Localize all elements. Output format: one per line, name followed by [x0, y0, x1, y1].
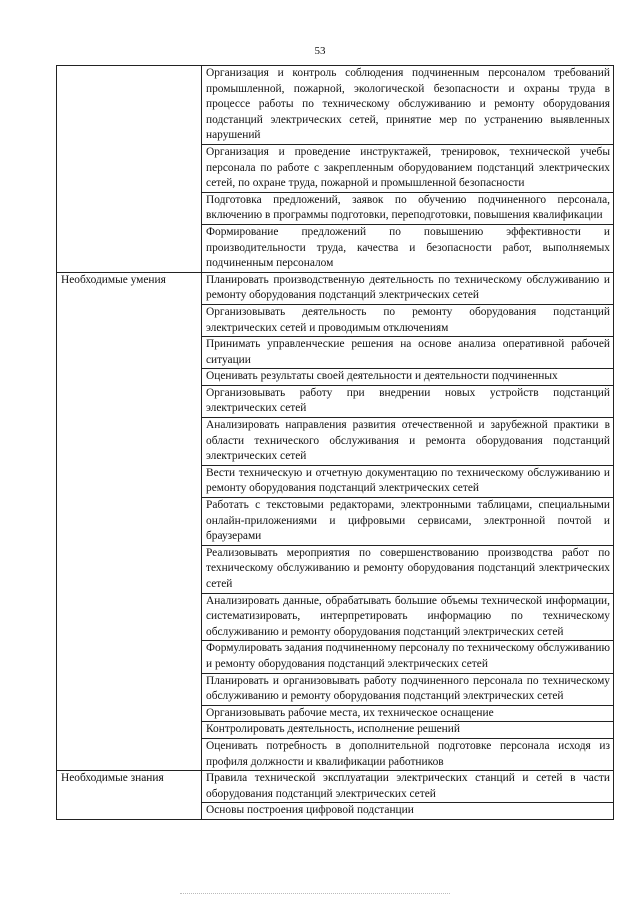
- requirement-item: Планировать и организовывать работу подчиненного персонала по техническому обслуживанию и ремонту оборудования подстанций электрических сетей: [202, 673, 614, 705]
- table-row: [57, 66, 614, 145]
- requirements-table: [56, 65, 614, 820]
- requirement-item: Принимать управленческие решения на основе анализа оперативной рабочей ситуации: [202, 337, 614, 369]
- requirement-item: Организация и контроль соблюдения подчиненным персоналом требований промышленной, пожарной, экологической безопасности и охраны труда в процессе работы по техническому обслуживанию и ремонту оборудования подстанций электрических сетей, принятие мер по устранению выявленных нарушений: [202, 66, 614, 145]
- page-number: 53: [314, 45, 326, 57]
- requirement-item: Формирование предложений по повышению эффективности и производительности труда, качества и безопасности работ, выполняемых подчиненным персоналом: [202, 224, 614, 272]
- requirement-item: Подготовка предложений, заявок по обучению подчиненного персонала, включению в программы подготовки, переподготовки, повышения квалификации: [202, 192, 614, 224]
- requirement-item: Организация и проведение инструктажей, тренировок, технической учебы персонала по работе с закрепленным оборудованием подстанций электрических сетей, по охране труда, пожарной и промышленной безопасности: [202, 144, 614, 192]
- requirement-item: Работать с текстовыми редакторами, электронными таблицами, специальными онлайн-приложениями и цифровыми сервисами, электронной почтой и браузерами: [202, 498, 614, 546]
- requirement-item: Планировать производственную деятельность по техническому обслуживанию и ремонту оборудования подстанций электрических сетей: [202, 272, 614, 304]
- table-row: [57, 771, 614, 803]
- requirement-item: Вести техническую и отчетную документацию по техническому обслуживанию и ремонту оборудования подстанций электрических сетей: [202, 465, 614, 497]
- requirement-item: Формулировать задания подчиненному персоналу по техническому обслуживанию и ремонту оборудования подстанций электрических сетей: [202, 641, 614, 673]
- table-row: [57, 272, 614, 304]
- requirement-item: Организовывать рабочие места, их техническое оснащение: [202, 705, 614, 722]
- requirement-item: Реализовывать мероприятия по совершенствованию производства работ по техническому обслуживанию и ремонту оборудования подстанций электрических сетей: [202, 545, 614, 593]
- requirement-item: Анализировать данные, обрабатывать большие объемы технической информации, систематизировать, интерпретировать информацию по техническому обслуживанию и ремонту оборудования подстанций электрических сетей: [202, 593, 614, 641]
- requirement-item: Основы построения цифровой подстанции: [202, 803, 614, 820]
- requirement-item: Организовывать работу при внедрении новых устройств подстанций электрических сетей: [202, 385, 614, 417]
- section-label: [57, 66, 202, 273]
- requirement-item: Оценивать потребность в дополнительной подготовке персонала исходя из профиля должности и квалификации работников: [202, 738, 614, 770]
- requirement-item: Правила технической эксплуатации электрических станций и сетей в части оборудования подстанций электрических сетей: [202, 771, 614, 803]
- section-label: Необходимые знания: [57, 771, 202, 820]
- requirement-item: Контролировать деятельность, исполнение решений: [202, 722, 614, 739]
- requirement-item: Анализировать направления развития отечественной и зарубежной практики в области технического обслуживания и ремонта оборудования подстанций электрических сетей: [202, 418, 614, 466]
- section-label: Необходимые умения: [57, 272, 202, 770]
- requirement-item: Оценивать результаты своей деятельности и деятельности подчиненных: [202, 369, 614, 386]
- scan-artifact: [180, 893, 450, 895]
- requirement-item: Организовывать деятельность по ремонту оборудования подстанций электрических сетей и проводимым отключениям: [202, 304, 614, 336]
- requirements-table-body: [57, 66, 614, 820]
